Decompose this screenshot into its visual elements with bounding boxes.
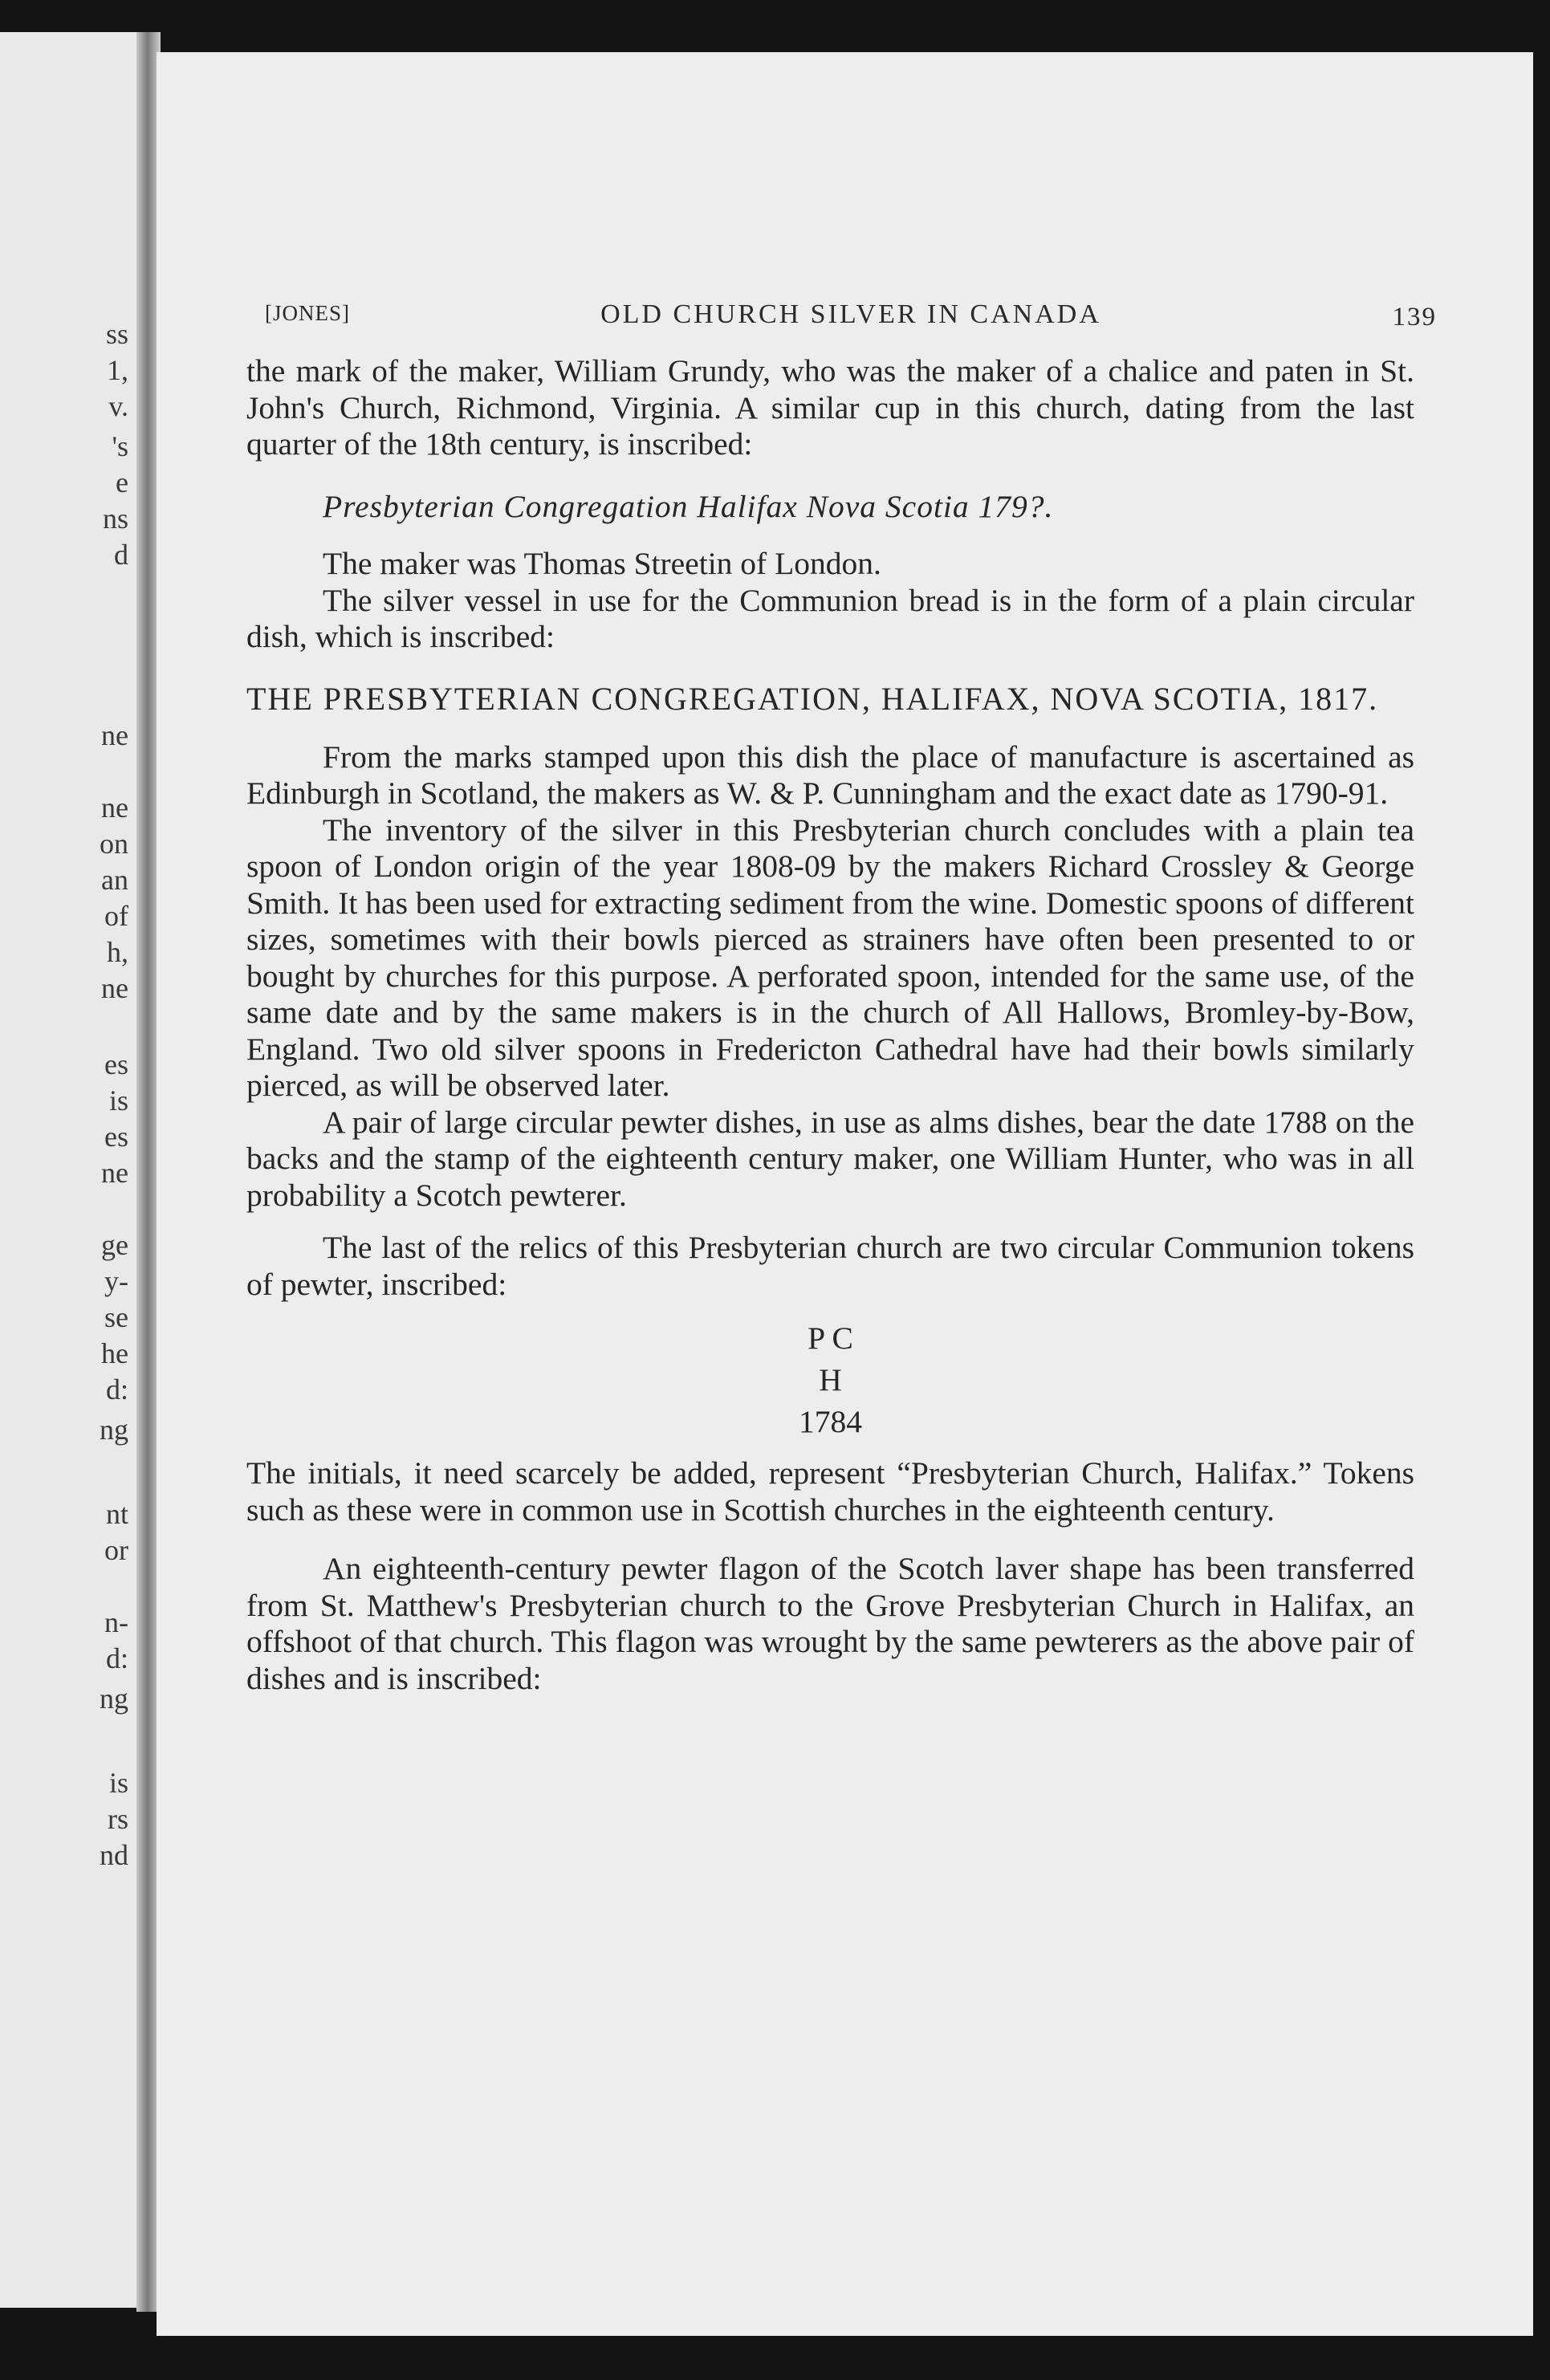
facing-page-text-fragment: ng — [100, 1682, 128, 1715]
facing-page-text-fragment: d: — [105, 1642, 128, 1674]
facing-page-text-fragment: es — [104, 1121, 128, 1153]
paragraph: An eighteenth-century pewter flagon of the Scotch laver shape has been transferred from St. Matthew's Presbyterian church to the Grove Presbyterian Church in Halifax, an offshoot of that church. This flagon was wrought by the same pewterers as the above pair of dishes and is inscribed: — [246, 1551, 1414, 1696]
facing-page-text-fragment: rs — [108, 1803, 128, 1835]
facing-page-text-fragment: ss — [105, 318, 128, 350]
facing-page-text-fragment: is — [108, 1084, 128, 1117]
facing-page-text-fragment: nt — [105, 1498, 128, 1530]
facing-page-text-fragment: 's — [112, 430, 128, 462]
inscription: Presbyterian Congregation Halifax Nova Scotia 179?. — [323, 488, 1054, 524]
facing-page-text-fragment: y- — [104, 1265, 128, 1297]
facing-page-text-fragment: on — [100, 828, 128, 860]
facing-page-text-fragment: se — [104, 1301, 128, 1333]
facing-page-text-fragment: ne — [101, 1157, 128, 1189]
facing-page-text-fragment: 1, — [107, 354, 128, 386]
book-page — [157, 52, 1533, 2336]
page-body — [246, 353, 1414, 1697]
facing-page-text-fragment: he — [101, 1337, 128, 1369]
facing-page-text-fragment: of — [104, 900, 128, 932]
facing-page-text-fragment: h, — [107, 936, 128, 968]
token-line: H — [819, 1362, 842, 1397]
facing-page-text-fragment: n- — [104, 1606, 128, 1638]
token-inscription — [246, 1317, 1414, 1442]
facing-page-text-fragment: ns — [102, 502, 128, 535]
facing-page-text-fragment: es — [104, 1048, 128, 1080]
facing-page-text-fragment: ng — [100, 1414, 128, 1446]
token-line: 1784 — [799, 1404, 862, 1439]
facing-page-text-fragment: an — [101, 864, 128, 896]
paragraph: From the marks stamped upon this dish the place of manufacture is ascertained as Edinburgh in Scotland, the makers as W. & P. Cunningham and the exact date as 1790-91. — [246, 738, 1414, 811]
facing-page-text-fragment: ne — [101, 972, 128, 1004]
facing-page — [0, 32, 143, 2308]
facing-page-text-fragment: is — [108, 1767, 128, 1799]
facing-page-text-fragment: ge — [101, 1229, 128, 1261]
paragraph: The silver vessel in use for the Communion bread is in the form of a plain circular dish, which is inscribed: — [246, 582, 1414, 654]
facing-page-text-fragment: ne — [101, 719, 128, 751]
paragraph: The last of the relics of this Presbyterian church are two circular Communion tokens of pewter, inscribed: — [246, 1230, 1414, 1302]
facing-page-text-fragment: nd — [100, 1839, 128, 1871]
facing-page-text-fragment: d: — [105, 1373, 128, 1406]
author-tag: [JONES] — [265, 301, 350, 325]
facing-page-text-fragment: or — [104, 1534, 128, 1566]
paragraph: The inventory of the silver in this Presbyterian church concludes with a plain tea spoon of London origin of the year 1808-09 by the makers Richard Crossley & George Smith. It has been used for extracting sediment from the wine. Domestic spoons of different sizes, sometimes with their bowls pierced as strainers have often been presented to or bought by churches for this purpose. A perforated spoon, intended for the same use, of the same date and by the same makers is in the church of All Hallows, Bromley-by-Bow, England. Two old silver spoons in Fredericton Cathedral have had their bowls similarly pierced, as will be observed later. — [246, 812, 1414, 1103]
paragraph: the mark of the maker, William Grundy, who was the maker of a chalice and paten in St. John's Church, Richmond, Virginia. A similar cup in this church, dating from the last quarter of the 18th century, is inscribed: — [246, 353, 1414, 462]
running-title: OLD CHURCH SILVER IN CANADA — [600, 299, 1101, 329]
paragraph: The initials, it need scarcely be added, represent “Presbyterian Church, Halifax.” Tokens such as these were in common use in Scottish churches in the eighteenth century. — [246, 1455, 1414, 1528]
paragraph: The maker was Thomas Streetin of London. — [323, 546, 881, 581]
page-number: 139 — [1392, 303, 1437, 332]
paragraph: A pair of large circular pewter dishes, in use as alms dishes, bear the date 1788 on the backs and the stamp of the eighteenth century maker, one William Hunter, who was in all probability a Scotch pewterer. — [246, 1104, 1414, 1213]
facing-page-text-fragment: v. — [108, 390, 128, 422]
inscription: THE PRESBYTERIAN CONGREGATION, HALIFAX, NOVA SCOTIA, 1817. — [246, 680, 1379, 717]
token-line: P C — [808, 1320, 853, 1356]
running-head — [265, 295, 1437, 335]
facing-page-text-fragment: ne — [101, 791, 128, 824]
facing-page-text-fragment: e — [116, 466, 128, 498]
facing-page-text-fragment: d — [114, 539, 128, 571]
